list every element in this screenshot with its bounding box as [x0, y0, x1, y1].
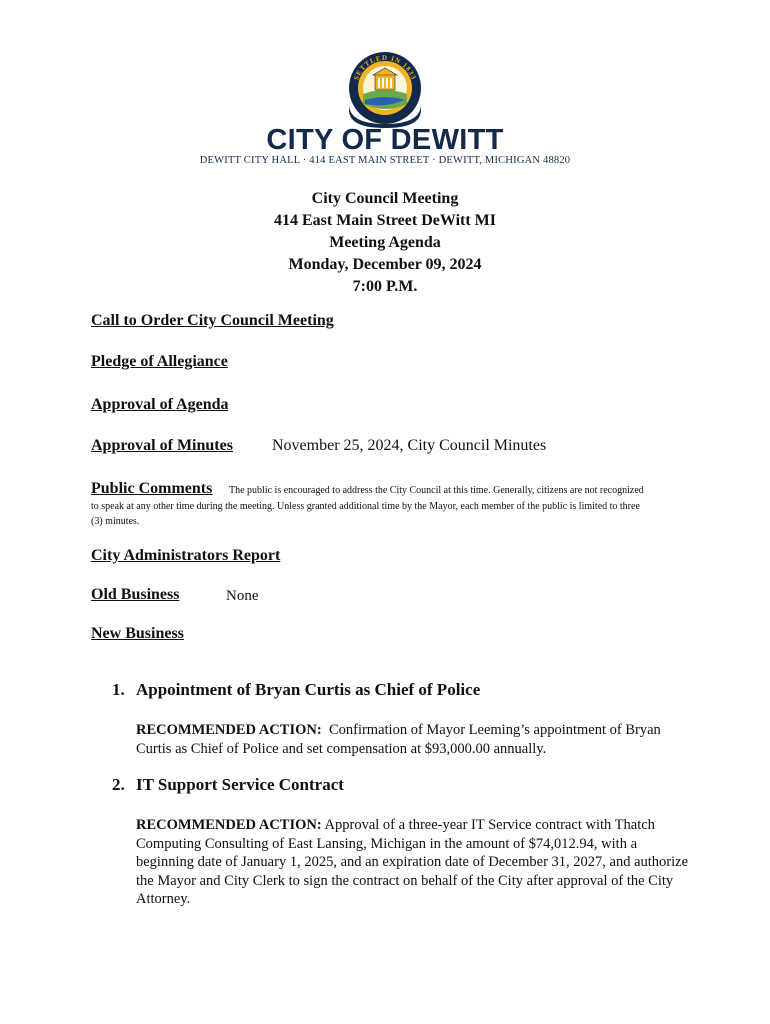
agenda-item-2-action: RECOMMENDED ACTION: Approval of a three-year IT Service contract with Thatch Computing Consulting of East Lansing, Michigan in the amount of $74,012.94, with a beginning date of January 1, 2025, and an expiration date of December 31, 2027, and authorize the Mayor and City Clerk to sign the contract on behalf of the City after approval of the City Attorney.: [136, 817, 689, 907]
city-address: DEWITT CITY HALL · 414 EAST MAIN STREET · DEWITT, MICHIGAN 48820: [199, 155, 571, 166]
meeting-title: City Council Meeting: [311, 190, 459, 207]
meeting-heading: [0, 188, 770, 298]
meeting-location: 414 East Main Street DeWitt MI: [273, 212, 497, 229]
city-name: CITY OF DEWITT: [266, 124, 504, 156]
new-business-heading: New Business: [91, 625, 184, 642]
city-seal-logo: [335, 44, 435, 132]
agenda-item-2-title: 2. IT Support Service Contract: [112, 775, 344, 794]
seal-text: SETTLED IN 1833: [352, 53, 418, 82]
meeting-date: Monday, December 09, 2024: [288, 256, 482, 273]
agenda-item-1-title: 1. Appointment of Bryan Curtis as Chief of Police: [112, 680, 481, 699]
approval-agenda-heading: Approval of Agenda: [91, 396, 229, 413]
old-business-value: None: [226, 588, 259, 604]
approval-minutes-heading: Approval of Minutes: [91, 437, 233, 454]
old-business-heading: Old Business: [91, 586, 180, 603]
meeting-type: Meeting Agenda: [329, 234, 441, 251]
call-to-order-heading: Call to Order City Council Meeting: [91, 312, 334, 329]
agenda-item-1-action: RECOMMENDED ACTION: Confirmation of Mayor Leeming’s appointment of Bryan Curtis as Chief of Police and set compensation at $93,000.00 annually.: [136, 722, 661, 757]
pledge-heading: Pledge of Allegiance: [91, 353, 228, 370]
public-comments-heading: Public Comments: [91, 480, 213, 497]
public-comments-text: The public is encouraged to address the City Council at this time. Generally, citizens are not recognized to speak at any other time during the meeting. Unless granted additional time by the Mayor, each member of the public is limited to three (3) minutes.: [91, 485, 644, 527]
administrators-report-heading: City Administrators Report: [91, 547, 281, 564]
approval-minutes-value: November 25, 2024, City Council Minutes: [272, 437, 547, 454]
meeting-time: 7:00 P.M.: [352, 278, 418, 295]
